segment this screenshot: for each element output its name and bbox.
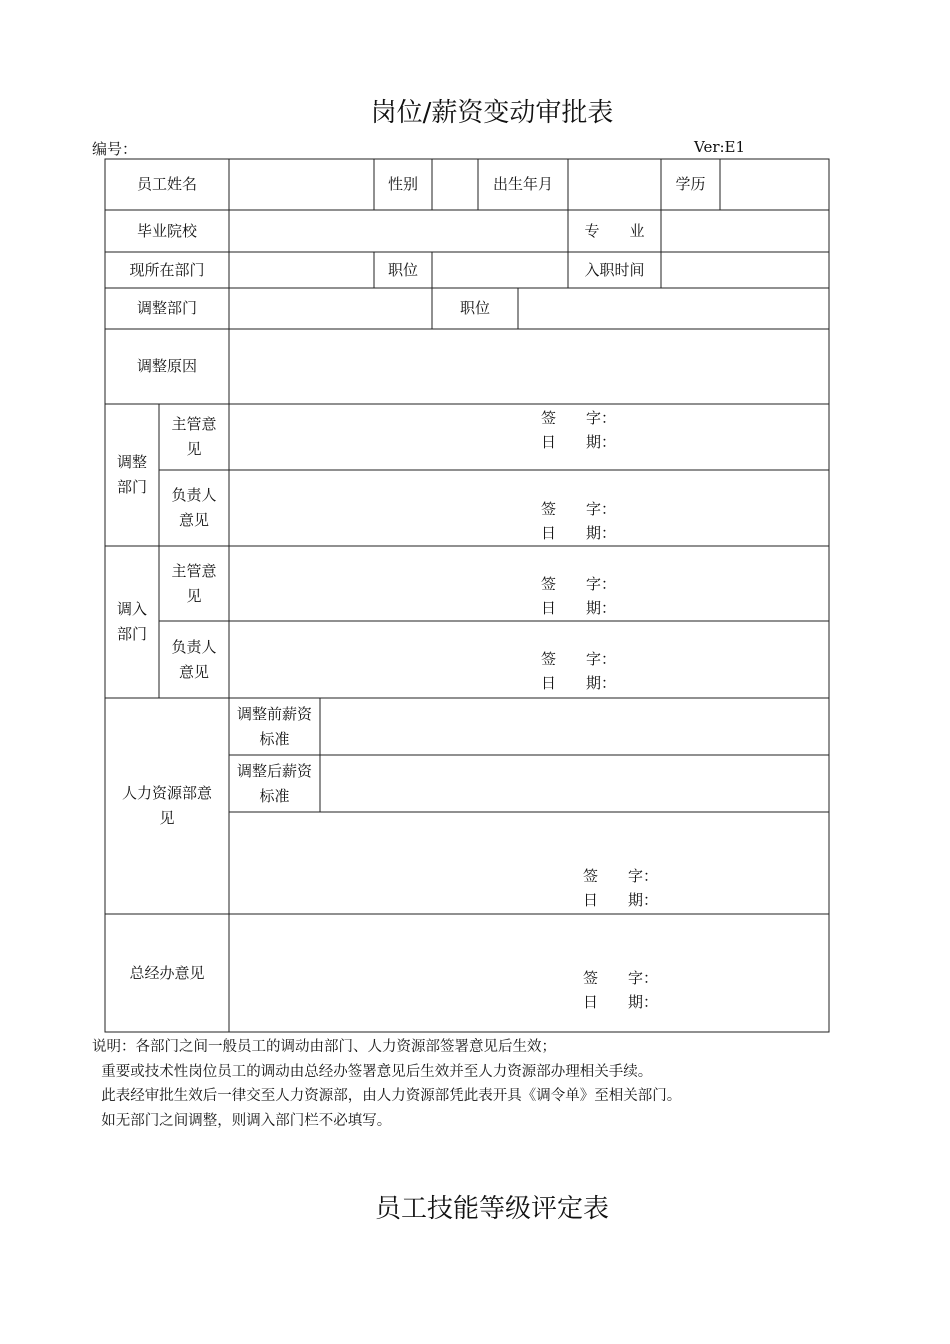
note-line: 此表经审批生效后一律交至人力资源部，由人力资源部凭此表开具《调令单》至相关部门。 <box>92 1088 682 1104</box>
adjust-dept-field[interactable] <box>229 288 432 329</box>
adjust-dept-label: 调整部门 <box>136 299 197 317</box>
gender-field[interactable] <box>432 159 478 210</box>
in-dept-group-label: 调入部门 <box>116 600 147 643</box>
adjust-reason-field[interactable] <box>229 329 829 404</box>
out-manager-label: 负责人意见 <box>171 486 217 529</box>
school-field[interactable] <box>229 210 568 252</box>
in-supervisor-field[interactable] <box>229 546 829 621</box>
after-salary-field[interactable] <box>320 755 829 812</box>
after-salary-label: 调整后薪资标准 <box>237 761 313 805</box>
in-manager-field[interactable] <box>229 621 829 698</box>
before-salary-label: 调整前薪资标准 <box>237 704 313 748</box>
code-label: 编号： <box>92 140 138 158</box>
education-label: 学历 <box>675 175 706 193</box>
before-salary-field[interactable] <box>320 698 829 755</box>
adjust-position-label: 职位 <box>459 299 490 317</box>
birth-label: 出生年月 <box>492 175 553 193</box>
gender-label: 性别 <box>387 175 418 193</box>
note-line: 如无部门之间调整，则调入部门栏不必填写。 <box>92 1112 392 1129</box>
in-manager-date: 日 期： <box>541 674 617 692</box>
out-supervisor-field[interactable] <box>229 404 829 470</box>
employee-name-label: 员工姓名 <box>136 175 197 193</box>
note-line: 说明：各部门之间一般员工的调动由部门、人力资源部签署意见后生效； <box>92 1039 556 1055</box>
out-supervisor-date: 日 期： <box>541 433 617 451</box>
notes <box>92 1035 681 1133</box>
adjust-reason-label: 调整原因 <box>136 357 197 375</box>
birth-field[interactable] <box>568 159 661 210</box>
hr-opinion-label: 人力资源部意见 <box>121 784 212 827</box>
position-field[interactable] <box>432 252 568 288</box>
out-manager-sign: 签 字： <box>541 500 617 518</box>
employee-name-field[interactable] <box>229 159 374 210</box>
in-manager-label: 负责人意见 <box>171 637 217 681</box>
out-manager-field[interactable] <box>229 470 829 546</box>
out-supervisor-sign: 签 字： <box>541 409 617 427</box>
hr-date: 日 期： <box>583 891 659 909</box>
hr-opinion-field[interactable] <box>229 812 829 914</box>
adjust-position-field[interactable] <box>518 288 829 329</box>
major-field[interactable] <box>661 210 829 252</box>
gm-date: 日 期： <box>583 993 659 1011</box>
in-supervisor-date: 日 期： <box>541 599 617 617</box>
out-supervisor-label: 主管意见 <box>171 415 217 458</box>
current-dept-field[interactable] <box>229 252 374 288</box>
out-manager-date: 日 期： <box>541 524 617 542</box>
school-label: 毕业院校 <box>136 221 197 240</box>
major-label: 专 业 <box>584 221 645 240</box>
note-line: 重要或技术性岗位员工的调动由总经办签署意见后生效并至人力资源部办理相关手续。 <box>92 1063 653 1080</box>
in-manager-sign: 签 字： <box>541 650 617 668</box>
gm-sign: 签 字： <box>583 969 659 987</box>
position-label: 职位 <box>387 260 418 279</box>
in-supervisor-sign: 签 字： <box>541 575 617 593</box>
version-label: Ver:E1 <box>694 138 746 156</box>
hr-sign: 签 字： <box>583 867 659 885</box>
education-field[interactable] <box>720 159 829 210</box>
entry-date-label: 入职时间 <box>584 260 645 279</box>
entry-date-field[interactable] <box>661 252 829 288</box>
current-dept-label: 现所在部门 <box>129 260 205 279</box>
gm-opinion-label: 总经办意见 <box>129 963 205 982</box>
next-form-title: 员工技能等级评定表 <box>374 1194 609 1224</box>
in-supervisor-label: 主管意见 <box>171 561 217 605</box>
out-dept-group-label: 调整部门 <box>116 453 147 496</box>
gm-opinion-field[interactable] <box>229 914 829 1032</box>
form-title: 岗位/薪资变动审批表 <box>370 98 614 128</box>
